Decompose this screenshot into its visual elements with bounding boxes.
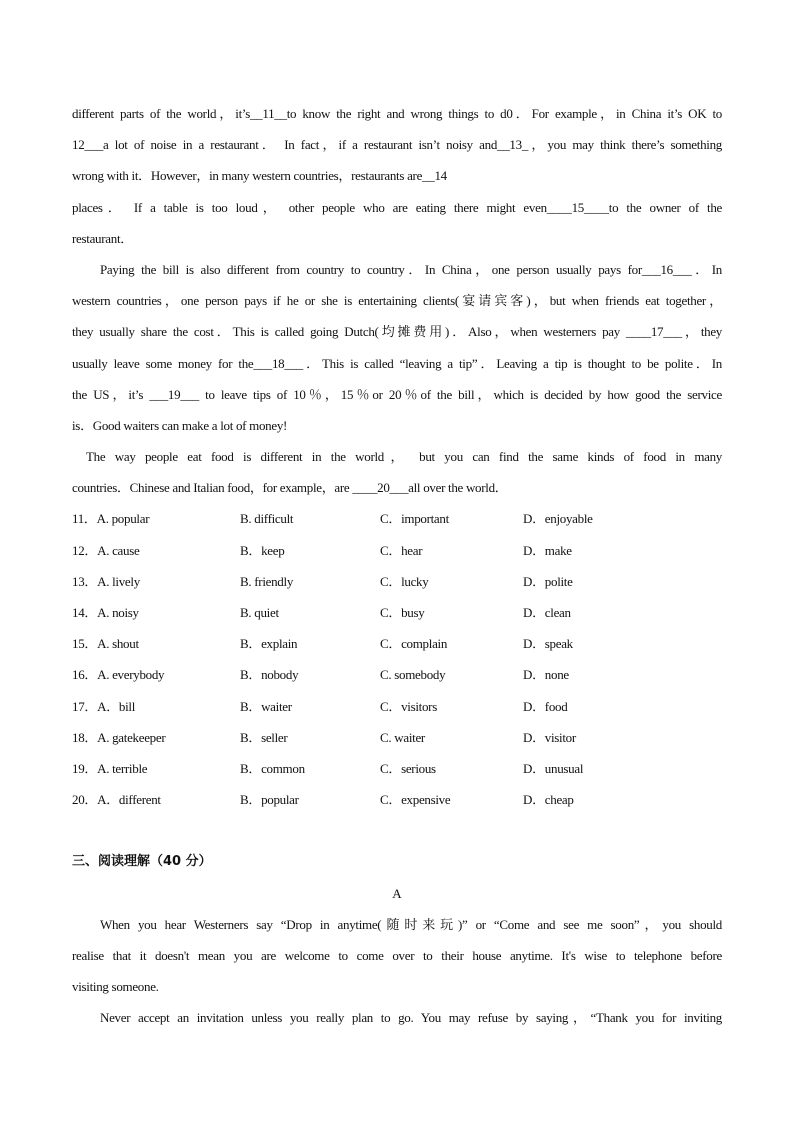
option-a: 17．A．bill: [72, 698, 136, 714]
option-d: D．food: [523, 698, 568, 714]
option-c: C. waiter: [380, 729, 425, 745]
passage-line: places． If a table is too loud， other people who are eating there might even____15____to the owner of the: [72, 199, 722, 215]
option-c: C．hear: [380, 542, 423, 558]
question-row: [72, 566, 722, 597]
option-d: D．visitor: [523, 729, 576, 745]
passage-line: The way people eat food is different in the world， but you can find the same kinds of food in many: [86, 449, 722, 465]
document-page: [72, 98, 722, 1033]
option-a: 13．A. lively: [72, 573, 140, 589]
cloze-options: [72, 503, 722, 815]
reading-line: visiting someone.: [72, 979, 159, 995]
option-b: B. difficult: [240, 511, 294, 527]
passage-line: western countries，one person pays if he or she is entertaining clients(宴请宾客)，but when friends eat together，: [72, 293, 722, 309]
question-row: [72, 753, 722, 784]
option-a: 19．A. terrible: [72, 760, 148, 776]
option-d: D．enjoyable: [523, 511, 593, 527]
passage-line: is．Good waiters can make a lot of money!: [72, 417, 288, 433]
passage-line: the US，it’s ___19___ to leave tips of 10％，15％or 20％of the bill，which is decided by how good the service: [72, 386, 722, 402]
reading-line: realise that it doesn't mean you are welcome to come over to their house anytime. It's wise to telephone before: [72, 947, 722, 963]
passage-line: wrong with it．However，in many western countries，restaurants are__14: [72, 168, 447, 184]
option-a: 16．A. everybody: [72, 667, 165, 683]
question-row: [72, 784, 722, 815]
question-row: [72, 628, 722, 659]
option-a: 20．A．different: [72, 792, 161, 808]
option-d: D．cheap: [523, 792, 574, 808]
passage-line: they usually share the cost．This is called going Dutch(均摊费用)．Also，when westerners pay ____17___，they: [72, 324, 722, 340]
question-row: [72, 597, 722, 628]
option-d: D．make: [523, 542, 572, 558]
option-c: C．serious: [380, 760, 436, 776]
option-d: D．clean: [523, 605, 571, 620]
option-b: B．explain: [240, 636, 298, 652]
part-label: A: [392, 885, 402, 901]
option-b: B．seller: [240, 729, 288, 745]
option-b: B．popular: [240, 792, 299, 808]
passage-line: different parts of the world，it’s__11__to know the right and wrong things to d0．For example，in China it’s OK to: [72, 106, 722, 121]
reading-line: Never accept an invitation unless you really plan to go. You may refuse by saying，“Thank you for inviting: [100, 1010, 722, 1026]
option-c: C. somebody: [380, 667, 446, 683]
option-b: B．common: [240, 760, 305, 776]
question-row: [72, 691, 722, 722]
option-d: D．none: [523, 667, 569, 683]
reading-passage: [72, 909, 722, 1034]
question-row: [72, 535, 722, 566]
option-c: C．lucky: [380, 573, 429, 589]
passage-line: Paying the bill is also different from country to country．In China，one person usually pays for___16___．In: [100, 261, 722, 277]
option-a: 18．A. gatekeeper: [72, 729, 166, 745]
option-a: 15．A. shout: [72, 636, 139, 652]
option-a: 14．A. noisy: [72, 605, 139, 620]
question-row: [72, 503, 722, 534]
option-a: 12．A. cause: [72, 542, 140, 558]
option-c: C．busy: [380, 605, 425, 620]
section-title: 三、阅读理解（40 分）: [72, 854, 212, 870]
passage-line: 12___a lot of noise in a restaurant． In fact，if a restaurant isn’t noisy and__13_，you may think there’s something: [72, 137, 722, 153]
option-d: D．speak: [523, 636, 573, 652]
option-c: C．important: [380, 511, 449, 527]
option-b: B. quiet: [240, 605, 279, 620]
passage-line: usually leave some money for the___18___．This is called “leaving a tip”．Leaving a tip is thought to be polite．In: [72, 355, 722, 371]
option-d: D．polite: [523, 573, 573, 589]
passage-line: restaurant．: [72, 230, 133, 246]
option-c: C．complain: [380, 636, 448, 652]
option-b: B. friendly: [240, 573, 294, 589]
option-c: C．visitors: [380, 698, 437, 714]
reading-line: When you hear Westerners say “Drop in anytime(随时来玩)” or “Come and see me soon”，you should: [100, 916, 722, 932]
option-b: B．keep: [240, 542, 285, 558]
option-c: C．expensive: [380, 792, 451, 808]
cloze-passage: [72, 98, 722, 503]
question-row: [72, 722, 722, 753]
option-a: 11．A. popular: [72, 511, 150, 527]
section-gap: [72, 815, 722, 846]
question-row: [72, 659, 722, 690]
option-d: D．unusual: [523, 760, 584, 776]
passage-line: countries．Chinese and Italian food，for example，are ____20___all over the world．: [72, 480, 508, 496]
option-b: B．waiter: [240, 698, 292, 714]
option-b: B．nobody: [240, 667, 299, 683]
